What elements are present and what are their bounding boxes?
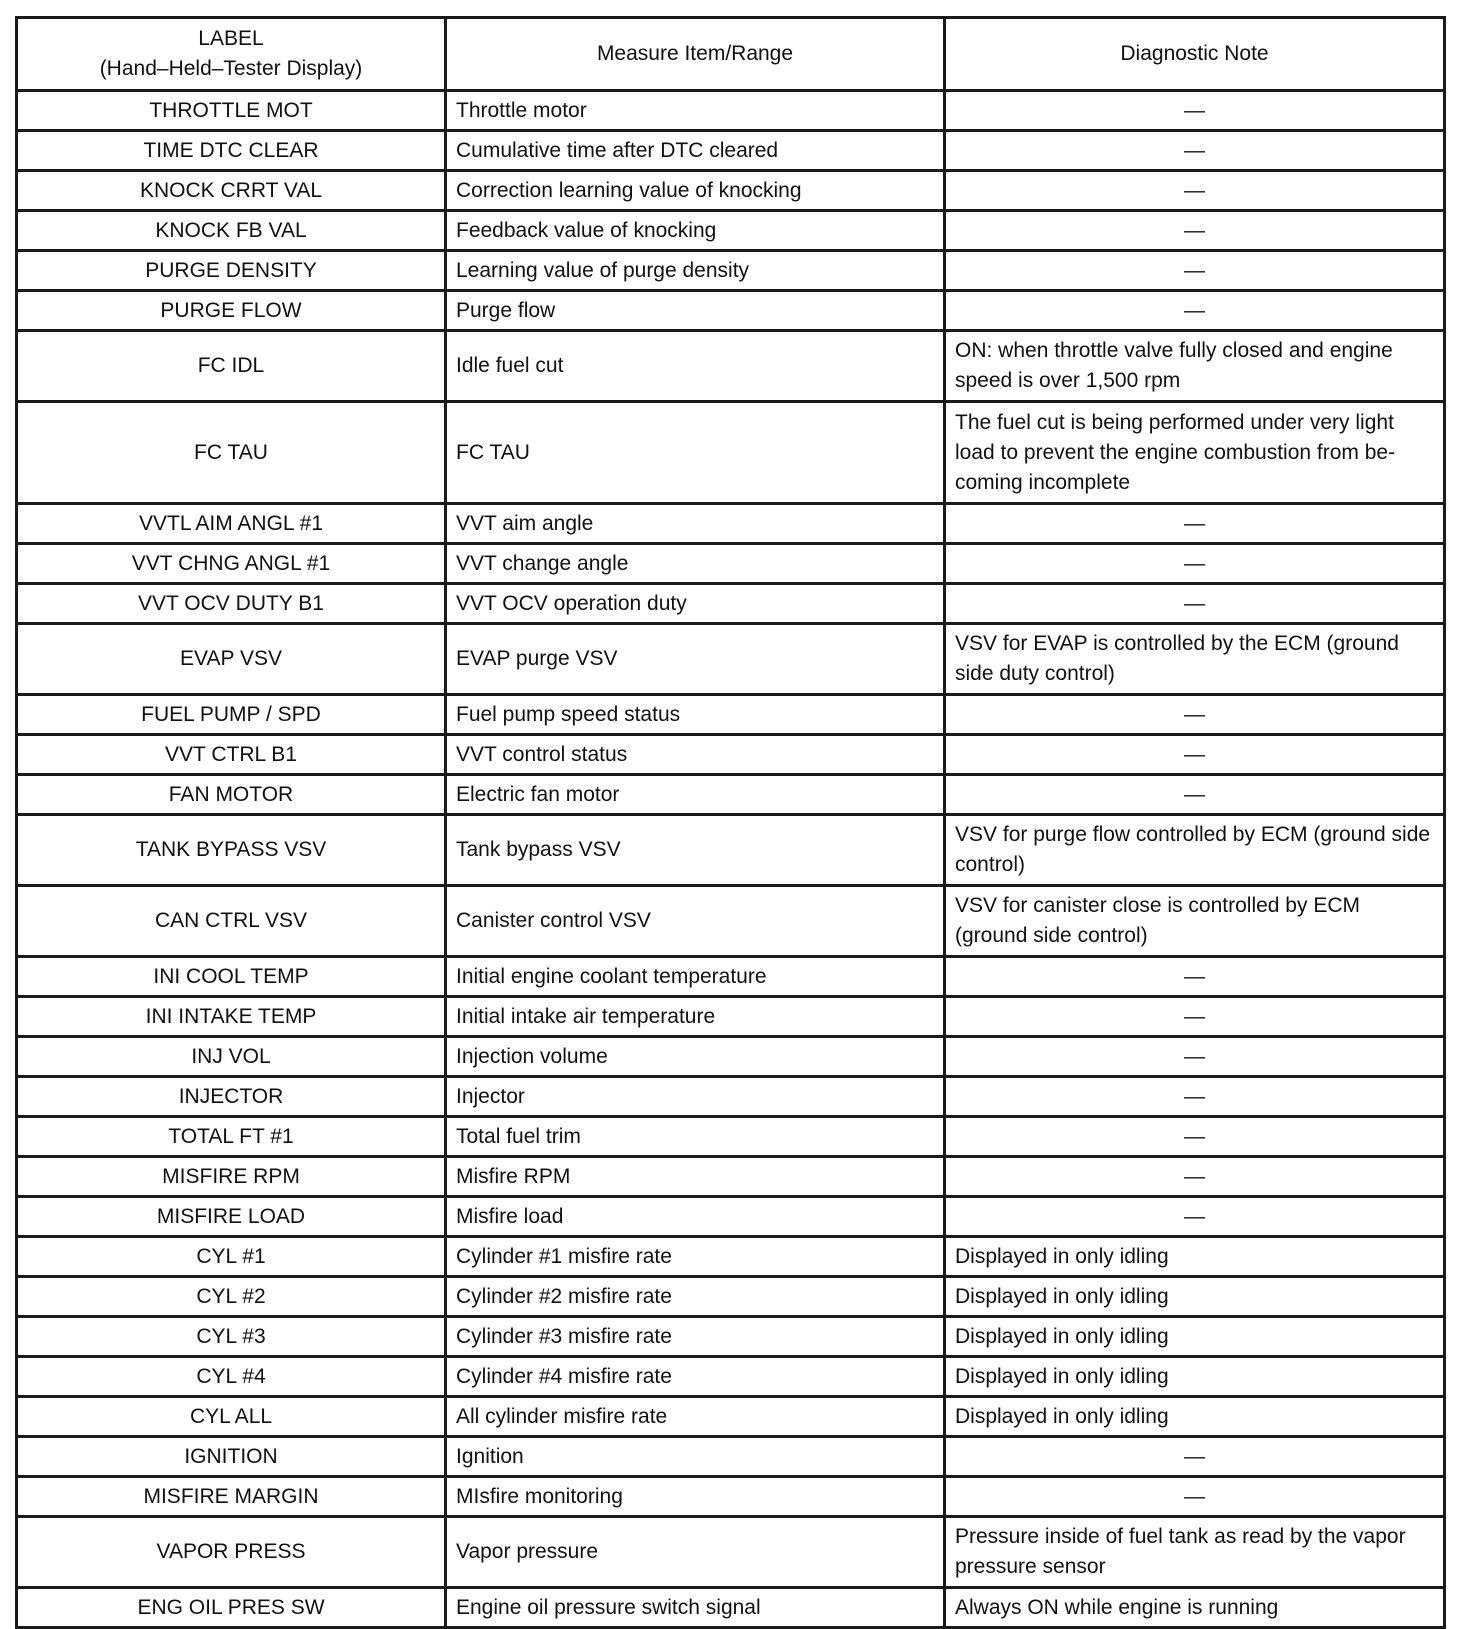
cell-measure: Misfire load (446, 1197, 945, 1237)
cell-measure: Misfire RPM (446, 1157, 945, 1197)
cell-measure: Cylinder #4 misfire rate (446, 1357, 945, 1397)
cell-label: INI COOL TEMP (17, 957, 446, 997)
cell-label: TOTAL FT #1 (17, 1117, 446, 1157)
cell-measure: Initial intake air temperature (446, 997, 945, 1037)
cell-note: ON: when throttle valve fully closed and engine speed is over 1,500 rpm (945, 331, 1445, 402)
table-row (17, 1077, 1445, 1117)
table-row (17, 1477, 1445, 1517)
cell-label: MISFIRE MARGIN (17, 1477, 446, 1517)
cell-note: The fuel cut is being performed under very light load to prevent the engine combustion from be- coming incomplete (945, 402, 1445, 504)
cell-measure: Fuel pump speed status (446, 695, 945, 735)
cell-measure: MIsfire monitoring (446, 1477, 945, 1517)
cell-measure: EVAP purge VSV (446, 624, 945, 695)
cell-note: — (945, 91, 1445, 131)
cell-measure: Feedback value of knocking (446, 211, 945, 251)
cell-measure: Cylinder #2 misfire rate (446, 1277, 945, 1317)
cell-measure: Vapor pressure (446, 1517, 945, 1588)
table-row (17, 886, 1445, 957)
table-row (17, 331, 1445, 402)
cell-note: Pressure inside of fuel tank as read by the vapor pressure sensor (945, 1517, 1445, 1588)
cell-note: — (945, 291, 1445, 331)
cell-measure: Tank bypass VSV (446, 815, 945, 886)
cell-label: VVTL AIM ANGL #1 (17, 504, 446, 544)
table-header-row (17, 18, 1445, 91)
table-row (17, 251, 1445, 291)
cell-measure: Cumulative time after DTC cleared (446, 131, 945, 171)
cell-measure: Purge flow (446, 291, 945, 331)
table-row (17, 695, 1445, 735)
cell-label: VVT CHNG ANGL #1 (17, 544, 446, 584)
table-row (17, 131, 1445, 171)
data-list-table (15, 16, 1446, 1629)
cell-label: VVT OCV DUTY B1 (17, 584, 446, 624)
cell-note: — (945, 504, 1445, 544)
table-row (17, 1237, 1445, 1277)
cell-label: CYL ALL (17, 1397, 446, 1437)
data-list-table-container (15, 16, 1443, 1629)
cell-measure: Ignition (446, 1437, 945, 1477)
cell-label: INI INTAKE TEMP (17, 997, 446, 1037)
table-row (17, 544, 1445, 584)
cell-label: FAN MOTOR (17, 775, 446, 815)
cell-note: — (945, 997, 1445, 1037)
table-row (17, 1397, 1445, 1437)
cell-note: VSV for EVAP is controlled by the ECM (ground side duty control) (945, 624, 1445, 695)
cell-note: Always ON while engine is running (945, 1588, 1445, 1628)
table-row (17, 997, 1445, 1037)
cell-measure: All cylinder misfire rate (446, 1397, 945, 1437)
cell-measure: Correction learning value of knocking (446, 171, 945, 211)
table-row (17, 504, 1445, 544)
cell-label: FC TAU (17, 402, 446, 504)
cell-note: — (945, 1477, 1445, 1517)
cell-note: — (945, 1157, 1445, 1197)
cell-measure: Electric fan motor (446, 775, 945, 815)
cell-note: — (945, 1197, 1445, 1237)
cell-label: VVT CTRL B1 (17, 735, 446, 775)
cell-measure: VVT aim angle (446, 504, 945, 544)
table-row (17, 1037, 1445, 1077)
cell-measure: Canister control VSV (446, 886, 945, 957)
table-body (17, 91, 1445, 1628)
cell-note: VSV for canister close is controlled by ECM (ground side control) (945, 886, 1445, 957)
cell-measure: VVT OCV operation duty (446, 584, 945, 624)
table-row (17, 1117, 1445, 1157)
cell-measure: Injection volume (446, 1037, 945, 1077)
cell-note: — (945, 957, 1445, 997)
table-row (17, 775, 1445, 815)
cell-note: — (945, 775, 1445, 815)
table-row (17, 291, 1445, 331)
cell-note: — (945, 544, 1445, 584)
cell-label: VAPOR PRESS (17, 1517, 446, 1588)
cell-note: VSV for purge flow controlled by ECM (ground side control) (945, 815, 1445, 886)
cell-note: — (945, 251, 1445, 291)
cell-measure: VVT change angle (446, 544, 945, 584)
table-row (17, 815, 1445, 886)
header-label (17, 18, 446, 91)
cell-measure: Throttle motor (446, 91, 945, 131)
cell-label: IGNITION (17, 1437, 446, 1477)
cell-measure: Injector (446, 1077, 945, 1117)
cell-label: EVAP VSV (17, 624, 446, 695)
cell-measure: FC TAU (446, 402, 945, 504)
cell-label: CYL #2 (17, 1277, 446, 1317)
cell-note: Displayed in only idling (945, 1237, 1445, 1277)
cell-measure: Idle fuel cut (446, 331, 945, 402)
cell-measure: Total fuel trim (446, 1117, 945, 1157)
cell-label: TIME DTC CLEAR (17, 131, 446, 171)
cell-note: Displayed in only idling (945, 1357, 1445, 1397)
table-row (17, 1357, 1445, 1397)
cell-label: ENG OIL PRES SW (17, 1588, 446, 1628)
cell-note: — (945, 1117, 1445, 1157)
cell-note: — (945, 171, 1445, 211)
header-label-line1: LABEL (198, 27, 264, 50)
cell-label: INJECTOR (17, 1077, 446, 1117)
cell-label: MISFIRE LOAD (17, 1197, 446, 1237)
cell-note: — (945, 1437, 1445, 1477)
cell-measure: VVT control status (446, 735, 945, 775)
cell-note: — (945, 131, 1445, 171)
cell-note: — (945, 211, 1445, 251)
table-row (17, 1277, 1445, 1317)
cell-label: TANK BYPASS VSV (17, 815, 446, 886)
cell-note: — (945, 1077, 1445, 1117)
cell-note: — (945, 584, 1445, 624)
cell-label: KNOCK FB VAL (17, 211, 446, 251)
header-measure: Measure Item/Range (446, 18, 945, 91)
cell-label: CYL #4 (17, 1357, 446, 1397)
table-row (17, 1197, 1445, 1237)
cell-label: CYL #3 (17, 1317, 446, 1357)
cell-measure: Cylinder #3 misfire rate (446, 1317, 945, 1357)
cell-note: Displayed in only idling (945, 1397, 1445, 1437)
cell-label: FUEL PUMP / SPD (17, 695, 446, 735)
cell-note: — (945, 1037, 1445, 1077)
cell-label: INJ VOL (17, 1037, 446, 1077)
cell-measure: Cylinder #1 misfire rate (446, 1237, 945, 1277)
table-row (17, 171, 1445, 211)
cell-label: PURGE FLOW (17, 291, 446, 331)
table-row (17, 957, 1445, 997)
cell-label: THROTTLE MOT (17, 91, 446, 131)
table-row (17, 735, 1445, 775)
cell-label: CAN CTRL VSV (17, 886, 446, 957)
table-row (17, 1517, 1445, 1588)
cell-note: — (945, 735, 1445, 775)
table-row (17, 1437, 1445, 1477)
header-note: Diagnostic Note (945, 18, 1445, 91)
table-row (17, 584, 1445, 624)
table-row (17, 91, 1445, 131)
cell-label: KNOCK CRRT VAL (17, 171, 446, 211)
cell-measure: Initial engine coolant temperature (446, 957, 945, 997)
cell-note: — (945, 695, 1445, 735)
cell-note: Displayed in only idling (945, 1317, 1445, 1357)
cell-note: Displayed in only idling (945, 1277, 1445, 1317)
table-row (17, 402, 1445, 504)
cell-label: PURGE DENSITY (17, 251, 446, 291)
cell-measure: Learning value of purge density (446, 251, 945, 291)
header-label-line2: (Hand–Held–Tester Display) (99, 57, 363, 80)
table-row (17, 1588, 1445, 1628)
cell-label: MISFIRE RPM (17, 1157, 446, 1197)
cell-measure: Engine oil pressure switch signal (446, 1588, 945, 1628)
table-row (17, 624, 1445, 695)
cell-label: FC IDL (17, 331, 446, 402)
cell-label: CYL #1 (17, 1237, 446, 1277)
table-row (17, 1317, 1445, 1357)
table-row (17, 1157, 1445, 1197)
table-row (17, 211, 1445, 251)
